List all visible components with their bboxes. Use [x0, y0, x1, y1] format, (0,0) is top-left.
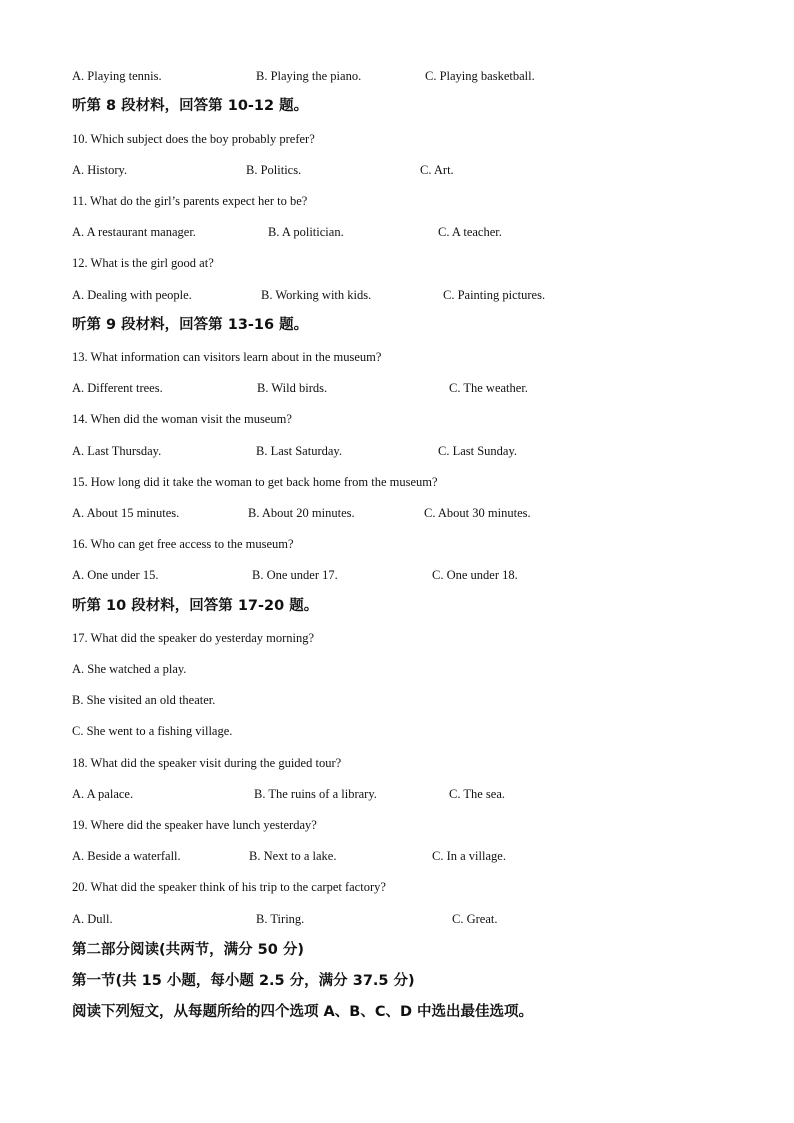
q18-option-c: C. The sea. [449, 787, 506, 801]
q19-option-c: C. In a village. [432, 849, 506, 863]
q10-option-b: B. Politics. [246, 163, 302, 177]
q14-question: 14. When did the woman visit the museum? [72, 412, 292, 426]
q18-option-b: B. The ruins of a library. [254, 787, 377, 801]
q17-question: 17. What did the speaker do yesterday morning? [72, 631, 315, 645]
part2-heading: 第二部分阅读(共两节，满分 50 分) [72, 942, 305, 958]
section9-heading: 听第 9 段材料，回答第 13-16 题。 [72, 317, 309, 333]
q14-option-c: C. Last Sunday. [438, 444, 518, 458]
q11-question: 11. What do the girl’s parents expect her to be? [72, 194, 308, 208]
q16-option-c: C. One under 18. [432, 568, 518, 582]
part2-instruction: 阅读下列短文，从每题所给的四个选项 A、B、C、D 中选出最佳选项。 [72, 1004, 534, 1020]
section10-heading: 听第 10 段材料，回答第 17-20 题。 [72, 598, 319, 614]
q17-option-a: A. She watched a play. [72, 662, 187, 676]
q12-option-b: B. Working with kids. [261, 288, 372, 302]
q10-question: 10. Which subject does the boy probably prefer? [72, 132, 315, 146]
q12-option-c: C. Painting pictures. [443, 288, 546, 302]
q20-question: 20. What did the speaker think of his trip to the carpet factory? [72, 880, 386, 894]
q16-option-b: B. One under 17. [252, 568, 338, 582]
q16-option-a: A. One under 15. [72, 568, 159, 582]
q11-option-b: B. A politician. [268, 225, 344, 239]
q13-option-c: C. The weather. [449, 381, 528, 395]
q15-question: 15. How long did it take the woman to get back home from the museum? [72, 475, 438, 489]
q14-option-a: A. Last Thursday. [72, 444, 162, 458]
section8-heading: 听第 8 段材料，回答第 10-12 题。 [72, 98, 309, 114]
q12-question: 12. What is the girl good at? [72, 256, 214, 270]
q20-option-a: A. Dull. [72, 912, 113, 926]
q16-question: 16. Who can get free access to the museum? [72, 537, 294, 551]
q15-option-c: C. About 30 minutes. [424, 506, 531, 520]
q17-option-c: C. She went to a fishing village. [72, 724, 233, 738]
q11-option-a: A. A restaurant manager. [72, 225, 196, 239]
q9-option-a: A. Playing tennis. [72, 69, 162, 83]
q9-option-c: C. Playing basketball. [425, 69, 535, 83]
q19-option-a: A. Beside a waterfall. [72, 849, 181, 863]
q19-option-b: B. Next to a lake. [249, 849, 337, 863]
q17-option-b: B. She visited an old theater. [72, 693, 216, 707]
part2-section1-heading: 第一节(共 15 小题，每小题 2.5 分，满分 37.5 分) [72, 973, 415, 989]
q19-question: 19. Where did the speaker have lunch yesterday? [72, 818, 317, 832]
q10-option-c: C. Art. [420, 163, 454, 177]
q9-option-b: B. Playing the piano. [256, 69, 362, 83]
q12-option-a: A. Dealing with people. [72, 288, 192, 302]
q20-option-c: C. Great. [452, 912, 498, 926]
q18-option-a: A. A palace. [72, 787, 134, 801]
q11-option-c: C. A teacher. [438, 225, 502, 239]
q13-option-a: A. Different trees. [72, 381, 163, 395]
q14-option-b: B. Last Saturday. [256, 444, 342, 458]
q13-option-b: B. Wild birds. [257, 381, 328, 395]
q10-option-a: A. History. [72, 163, 128, 177]
q15-option-a: A. About 15 minutes. [72, 506, 180, 520]
q20-option-b: B. Tiring. [256, 912, 305, 926]
q15-option-b: B. About 20 minutes. [248, 506, 355, 520]
q18-question: 18. What did the speaker visit during the guided tour? [72, 756, 342, 770]
q13-question: 13. What information can visitors learn about in the museum? [72, 350, 382, 364]
